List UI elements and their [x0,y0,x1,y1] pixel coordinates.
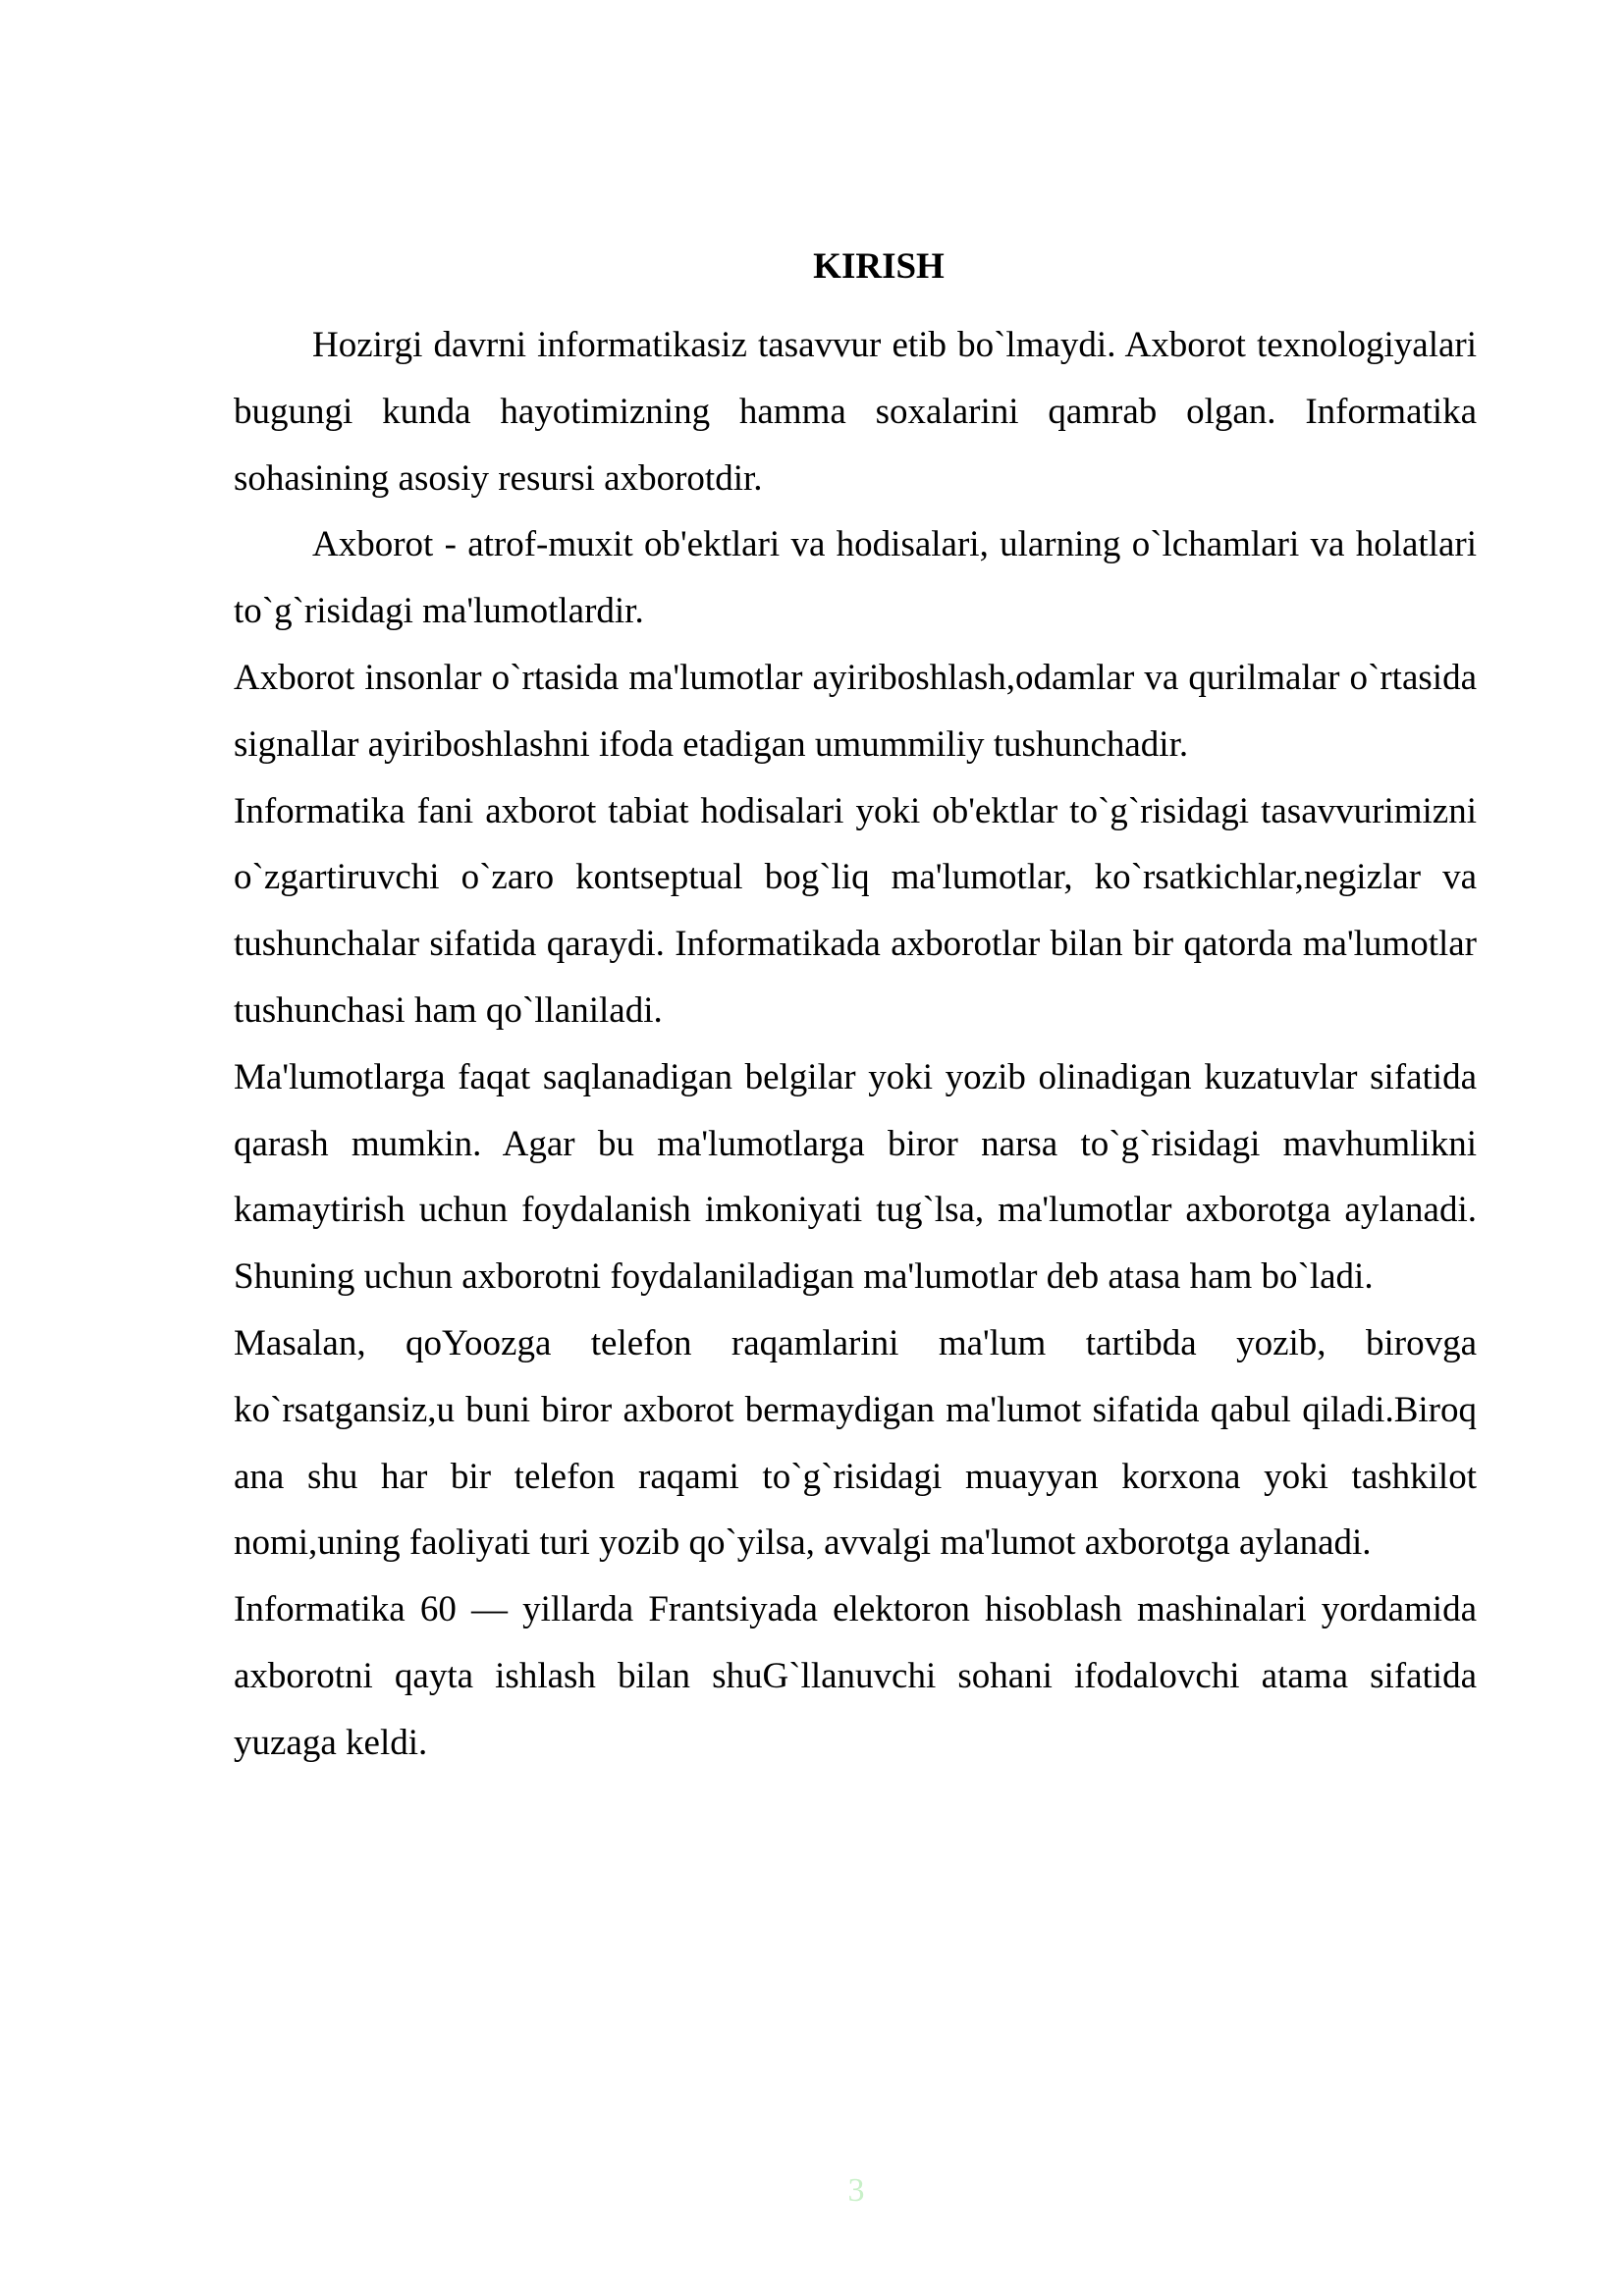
page-number: 3 [847,2172,865,2209]
paragraph-intro: Hozirgi davrni informatikasiz tasavvur etib bo`lmaydi. Axborot texnologiyalari bugungi kunda hayotimizning hamma soxalarini qamrab olgan. Informatika sohasining asosiy resursi axborotdir. [234,325,1477,499]
page-title: KIRISH [813,246,945,287]
paragraph-informatika-fani: Informatika fani axborot tabiat hodisalari yoki ob'ektlar to`g`risidagi tasavvurimizni o`zgartiruvchi o`zaro kontseptual bog`liq ma'lumotlar, ko`rsatkichlar,negizlar va tushunchalar sifatida qaraydi. Informatikada axborotlar bilan bir qatorda ma'lumotlar tushunchasi ham qo`llaniladi. [234,790,1477,1031]
paragraph-axborot-concept: Axborot insonlar o`rtasida ma'lumotlar ayiriboshlash,odamlar va qurilmalar o`rtasida signallar ayiriboshlashni ifoda etadigan umummiliy tushunchadir. [234,657,1477,765]
paragraph-history: Informatika 60 — yillarda Frantsiyada elektoron hisoblash mashinalari yordamida axborotni qayta ishlash bilan shuG`llanuvchi sohani ifodalovchi atama sifatida yuzaga keldi. [234,1589,1477,1763]
paragraph-axborot-definition: Axborot - atrof-muxit ob'ektlari va hodisalari, ularning o`lchamlari va holatlari to`g`risidagi ma'lumotlardir. [234,524,1477,632]
paragraph-malumotlar: Ma'lumotlarga faqat saqlanadigan belgilar yoki yozib olinadigan kuzatuvlar sifatida qarash mumkin. Agar bu ma'lumotlarga biror narsa to`g`risidagi mavhumlikni kamaytirish uchun foydalanish imkoniyati tug`lsa, ma'lumotlar axborotga aylanadi. Shuning uchun axborotni foydalaniladigan ma'lumotlar deb atasa ham bo`ladi. [234,1056,1477,1298]
paragraph-example: Masalan, qoYoozga telefon raqamlarini ma'lum tartibda yozib, birovga ko`rsatgansiz,u buni biror axborot bermaydigan ma'lumot sifatida qabul qiladi.Biroq ana shu har bir telefon raqami to`g`risidagi muayyan korxona yoki tashkilot nomi,uning faoliyati turi yozib qo`yilsa, avvalgi ma'lumot axborotga aylanadi. [234,1322,1477,1564]
document-body [234,312,1477,1777]
